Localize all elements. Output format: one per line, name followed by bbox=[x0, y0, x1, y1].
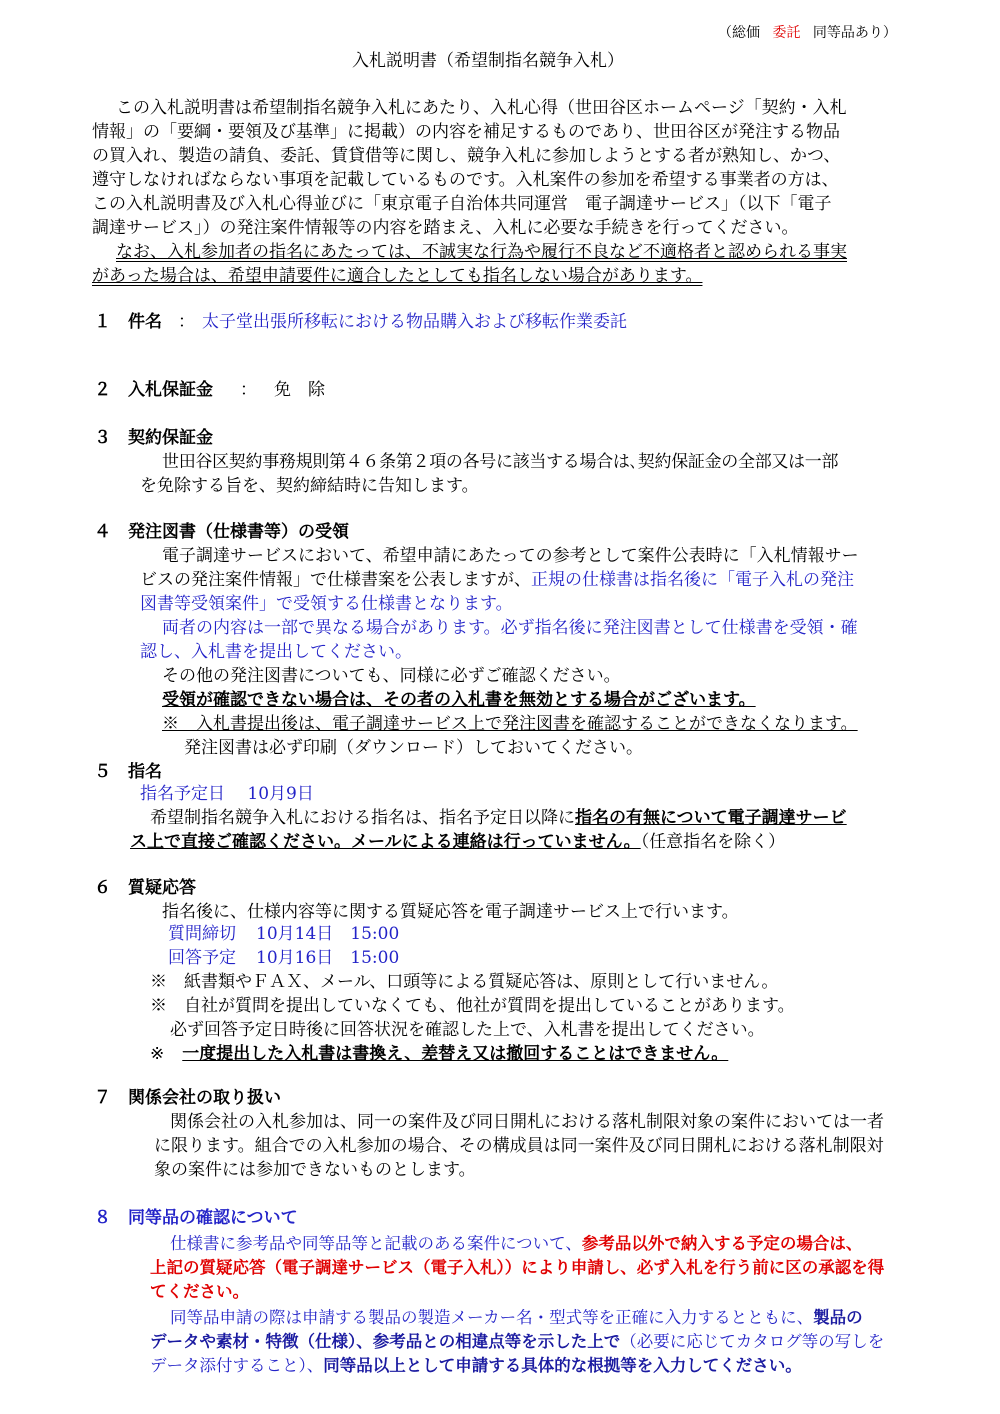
section-8-line-1a: 仕様書に参考品や同等品等と記載のある案件について、 bbox=[170, 1234, 582, 1253]
section-8-line-5a: データや素材・特徴（仕様）、参考品との相違点等を示した上で bbox=[150, 1332, 621, 1351]
section-1-heading: 件名 bbox=[128, 312, 162, 332]
answer-schedule-label: 回答予定 bbox=[168, 948, 236, 968]
intro-line-8: があった場合は、希望申請要件に適合したとしても指名しない場合があります。 bbox=[92, 266, 703, 286]
section-3-number: ３ bbox=[94, 428, 111, 448]
section-4-line-3: 図書等受領案件」で受領する仕様書となります。 bbox=[140, 594, 513, 614]
project-name: 太子堂出張所移転における物品購入および移転作業委託 bbox=[202, 312, 627, 332]
section-1-separator: ： bbox=[178, 312, 195, 332]
section-8-line-6a: データ添付すること）、 bbox=[150, 1356, 324, 1375]
section-8-line-6 bbox=[150, 1354, 802, 1378]
section-7-line-2: に限ります。組合での入札参加の場合、その構成員は同一案件及び同日開札における落札制限対 bbox=[154, 1136, 884, 1156]
section-4-line-4: 両者の内容は一部で異なる場合があります。必ず指名後に発注図書として仕様書を受領・確 bbox=[162, 618, 858, 638]
answer-schedule-date: 10月16日 15:00 bbox=[256, 948, 400, 968]
section-3-line-1: 世田谷区契約事務規則第４６条第２項の各号に該当する場合は､契約保証金の全部又は一部 bbox=[162, 452, 839, 472]
section-7-line-3: 象の案件には参加できないものとします。 bbox=[154, 1160, 476, 1180]
section-4-line-5: 認し、入札書を提出してください。 bbox=[140, 642, 412, 662]
section-8-line-1b: 参考品以外で納入する予定の場合は、 bbox=[581, 1234, 863, 1253]
intro-line-3: の買入れ、製造の請負、委託、賃貸借等に関し、競争入札に参加しようとする者が熟知し、かつ、 bbox=[92, 146, 841, 166]
intro-line-1: この入札説明書は希望制指名競争入札にあたり、入札心得（世田谷区ホームページ「契約・入札 bbox=[116, 98, 847, 118]
question-deadline-label: 質問締切 bbox=[168, 924, 236, 944]
question-deadline bbox=[168, 922, 399, 946]
intro-line-5: この入札説明書及び入札心得並びに「東京電子自治体共同運営 電子調達サービス」（以下「電子 bbox=[92, 194, 832, 214]
section-6-line-1: 指名後に、仕様内容等に関する質疑応答を電子調達サービス上で行います。 bbox=[162, 902, 739, 922]
section-6-note-2: ※ 自社が質問を提出していなくても、他社が質問を提出していることがあります。 bbox=[150, 996, 795, 1016]
section-4-note: ※ 入札書提出後は、電子調達サービス上で発注図書を確認することができなくなります。 bbox=[162, 714, 858, 734]
section-5-line-1b: 指名の有無について電子調達サービ bbox=[575, 808, 847, 828]
section-4-line-2b: 正規の仕様書は指名後に「電子入札の発注 bbox=[531, 570, 854, 590]
section-5-heading: 指名 bbox=[128, 762, 162, 782]
section-2-separator: ： bbox=[240, 380, 257, 400]
section-5-line-1a: 希望制指名競争入札における指名は、指名予定日以降に bbox=[150, 808, 575, 828]
section-7-line-1: 関係会社の入札参加は、同一の案件及び同日開札における落札制限対象の案件においては一者 bbox=[170, 1112, 884, 1132]
section-6-number: ６ bbox=[94, 878, 111, 898]
section-8-line-4 bbox=[170, 1306, 863, 1330]
section-4-line-2a: ビスの発注案件情報」で仕様書案を公表しますが、 bbox=[140, 570, 531, 590]
section-5-number: ５ bbox=[94, 762, 111, 782]
section-8-line-6b: 同等品以上として申請する具体的な根拠等を入力してください。 bbox=[323, 1356, 802, 1375]
section-4-warning: 受領が確認できない場合は、その者の入札書を無効とする場合がございます。 bbox=[162, 690, 756, 710]
section-8-line-4b: 製品の bbox=[813, 1308, 863, 1327]
section-3-heading: 契約保証金 bbox=[128, 428, 213, 448]
section-8-line-5b: （必要に応じてカタログ等の写しを bbox=[620, 1332, 885, 1351]
tag-open: （総価 bbox=[718, 25, 760, 41]
intro-line-2: 情報」の「要綱・要領及び基準」に掲載）の内容を補足するものであり、世田谷区が発注する物品 bbox=[92, 122, 840, 142]
section-6-note-1: ※ 紙書類やＦＡＸ、メール、口頭等による質疑応答は、原則として行いません。 bbox=[150, 972, 779, 992]
section-3-line-2: を免除する旨を、契約締結時に告知します。 bbox=[140, 476, 479, 496]
section-7-number: ７ bbox=[94, 1088, 111, 1108]
section-5-line-2 bbox=[130, 830, 785, 854]
section-5-line-2a: ス上で直接ご確認ください。メールによる連絡は行っていません。 bbox=[130, 832, 641, 852]
page-title: 入札説明書（希望制指名競争入札） bbox=[352, 51, 624, 71]
question-deadline-date: 10月14日 15:00 bbox=[256, 924, 400, 944]
section-6-note-4-text: 一度提出した入札書は書換え、差替え又は撤回することはできません。 bbox=[182, 1044, 729, 1064]
section-4-line-2 bbox=[140, 568, 854, 592]
designation-date: 指名予定日 10月9日 bbox=[140, 784, 314, 804]
tag-close: 同等品あり） bbox=[812, 25, 897, 41]
section-4-line-9: 発注図書は必ず印刷（ダウンロード）しておいてください。 bbox=[184, 738, 643, 758]
section-5-line-2b: （任意指名を除く） bbox=[640, 832, 786, 852]
bid-bond-value: 免 除 bbox=[274, 380, 325, 400]
section-4-line-1: 電子調達サービスにおいて、希望申請にあたっての参考として案件公表時に「入札情報サー bbox=[162, 546, 859, 566]
section-5-line-1 bbox=[150, 806, 847, 830]
section-8-line-4a: 同等品申請の際は申請する製品の製造メーカー名・型式等を正確に入力するとともに、 bbox=[170, 1308, 814, 1327]
section-4-line-6: その他の発注図書についても、同様に必ずご確認ください。 bbox=[162, 666, 621, 686]
section-8-line-1 bbox=[170, 1232, 862, 1256]
section-6-heading: 質疑応答 bbox=[128, 878, 196, 898]
intro-line-4: 遵守しなければならない事項を記載しているものです。入札案件の参加を希望する事業者の方は、 bbox=[92, 170, 839, 190]
section-4-heading: 発注図書（仕様書等）の受領 bbox=[128, 522, 349, 542]
intro-line-7: なお、入札参加者の指名にあたっては、不誠実な行為や履行不良など不適格者と認められる事実 bbox=[116, 242, 847, 262]
section-7-heading: 関係会社の取り扱い bbox=[128, 1088, 281, 1108]
section-1-number: １ bbox=[94, 312, 111, 332]
section-8-number: ８ bbox=[94, 1208, 111, 1228]
section-6-note-4 bbox=[150, 1042, 728, 1066]
section-2-number: ２ bbox=[94, 380, 111, 400]
section-8-line-5 bbox=[150, 1330, 884, 1354]
tag-contract-type: 委託 bbox=[772, 25, 801, 41]
section-6-note-4-mark: ※ bbox=[150, 1044, 165, 1064]
section-8-line-3: てください。 bbox=[150, 1282, 249, 1301]
section-6-note-3: 必ず回答予定日時後に回答状況を確認した上で、入札書を提出してください。 bbox=[170, 1020, 765, 1040]
intro-line-6: 調達サービス」）の発注案件情報等の内容を踏まえ、入札に必要な手続きを行ってください。 bbox=[92, 218, 799, 238]
section-4-number: ４ bbox=[94, 522, 111, 542]
document-tag bbox=[718, 24, 897, 42]
answer-schedule bbox=[168, 946, 399, 970]
section-2-heading: 入札保証金 bbox=[128, 380, 213, 400]
section-8-line-2: 上記の質疑応答（電子調達サービス（電子入札））により申請し、必ず入札を行う前に区の承認を得 bbox=[150, 1258, 885, 1277]
section-8-heading: 同等品の確認について bbox=[128, 1208, 298, 1228]
